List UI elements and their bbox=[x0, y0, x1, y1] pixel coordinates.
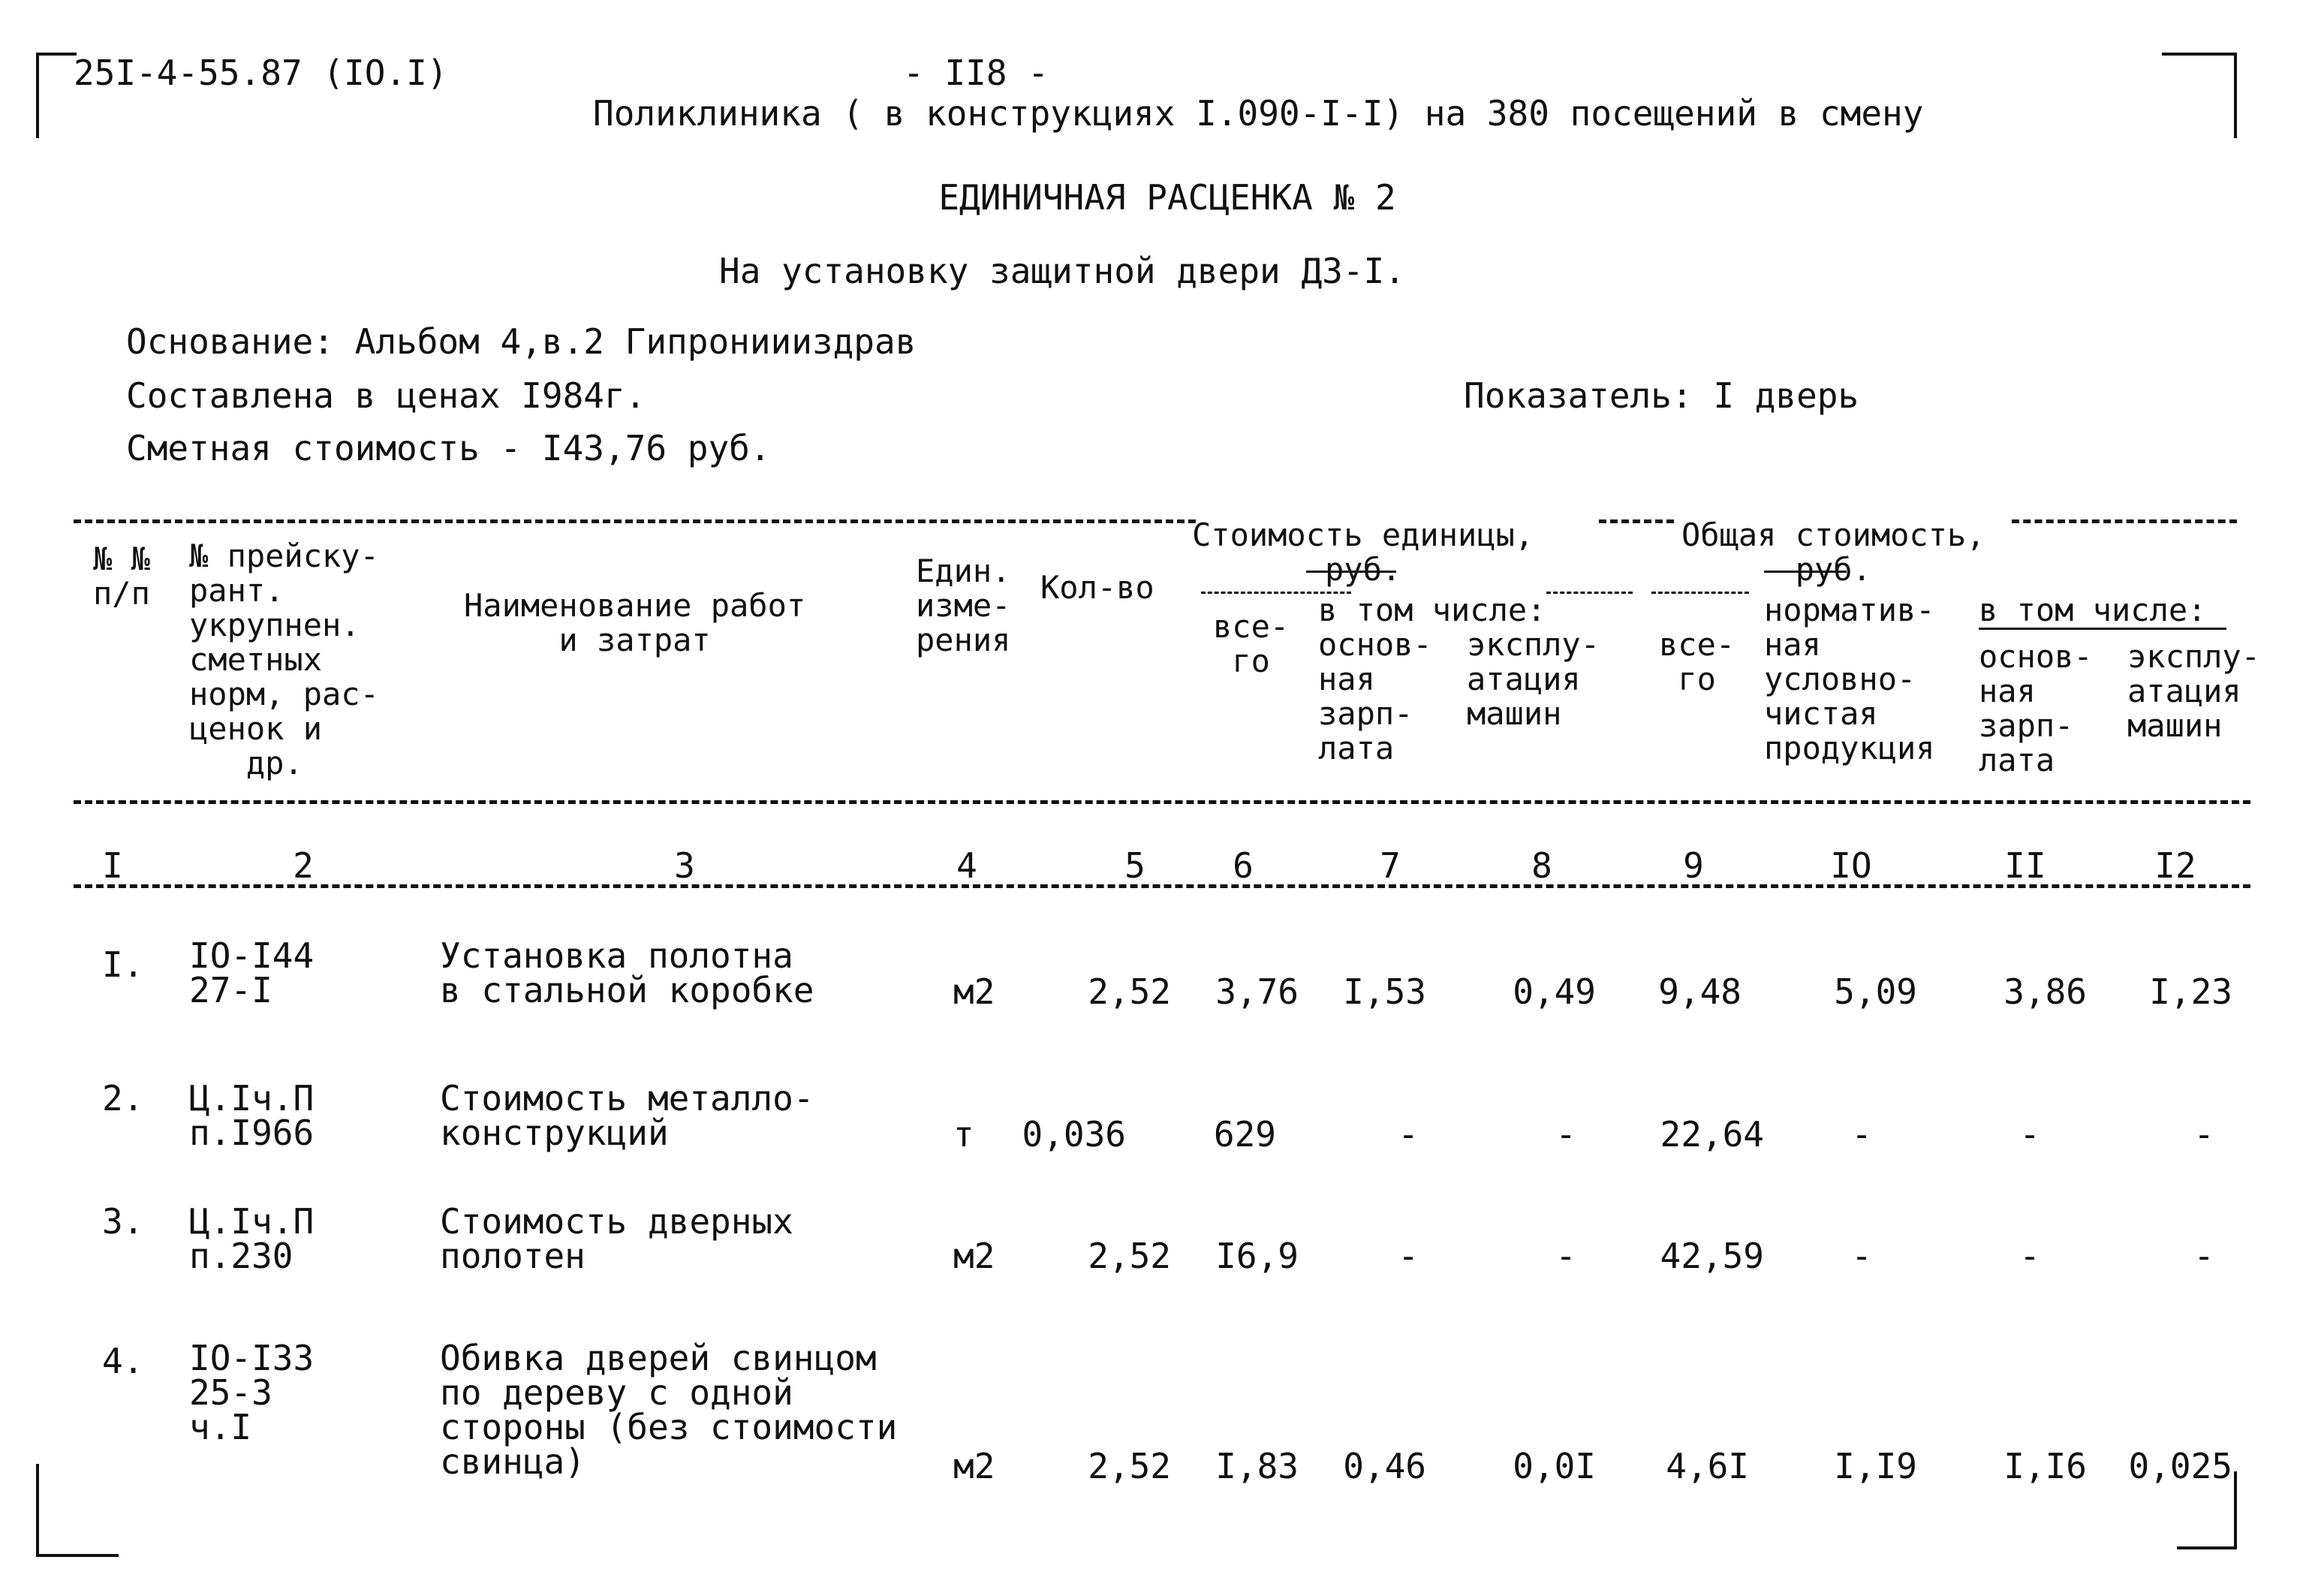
document-subheading: На установку защитной двери ДЗ-I. bbox=[719, 251, 1405, 291]
document-code: 25I-4-55.87 (IO.I) bbox=[74, 53, 448, 93]
row-unit: м2 bbox=[953, 1236, 995, 1276]
row-unit-machine: - bbox=[1555, 1236, 1576, 1276]
header-unit-machine: эксплу- атация машин bbox=[1467, 626, 1600, 732]
row-total: 4,6I bbox=[1666, 1446, 1749, 1486]
row-unit-wage: - bbox=[1398, 1236, 1419, 1276]
column-number: IO bbox=[1830, 845, 1872, 886]
row-total-machine: I,23 bbox=[2149, 971, 2232, 1012]
row-unit-machine: 0,0I bbox=[1513, 1446, 1596, 1486]
corner-mark-top-right bbox=[2162, 53, 2237, 138]
row-unit-total: 629 bbox=[1213, 1114, 1276, 1155]
header-work-name: Наименование работ и затрат bbox=[464, 587, 806, 658]
row-total-wage: - bbox=[2019, 1236, 2040, 1276]
row-number: 2. bbox=[102, 1078, 144, 1119]
page-number: - II8 - bbox=[903, 53, 1049, 93]
estimated-cost-line: Сметная стоимость - I43,76 руб. bbox=[126, 428, 771, 468]
row-total: 9,48 bbox=[1658, 971, 1742, 1012]
column-number: 8 bbox=[1531, 845, 1552, 886]
row-total-machine: 0,025 bbox=[2128, 1446, 2232, 1486]
header-row-number: № № п/п bbox=[93, 541, 150, 612]
column-numbers-rule bbox=[74, 884, 2250, 888]
column-number: 9 bbox=[1683, 845, 1704, 886]
column-number: 2 bbox=[293, 845, 314, 886]
corner-mark-bottom-left bbox=[36, 1464, 119, 1557]
header-total: все- го bbox=[1659, 626, 1736, 697]
row-total-net-product: I,I9 bbox=[1834, 1446, 1917, 1486]
table-top-rule-mid bbox=[1599, 519, 1674, 523]
row-work-name: Обивка дверей свинцом по дереву с одной стороны (без стоимости свинца) bbox=[440, 1338, 898, 1482]
row-total-wage: - bbox=[2019, 1114, 2040, 1155]
unit-cost-incl-rule bbox=[1546, 592, 1633, 594]
header-price-code: № прейску- рант. укрупнен. сметных норм, рас- ценок и др. bbox=[189, 538, 379, 781]
row-total-wage: 3,86 bbox=[2003, 971, 2087, 1012]
row-total-machine: - bbox=[2193, 1236, 2214, 1276]
header-unit-cost-group: Стоимость единицы, руб. bbox=[1192, 516, 1534, 588]
column-number: II bbox=[2004, 845, 2046, 886]
header-bottom-rule bbox=[74, 800, 2250, 804]
row-unit-machine: - bbox=[1555, 1114, 1576, 1155]
row-total-net-product: 5,09 bbox=[1834, 971, 1917, 1012]
header-quantity: Кол-во bbox=[1040, 569, 1155, 606]
row-quantity: 2,52 bbox=[1088, 971, 1171, 1012]
row-quantity: 2,52 bbox=[1088, 1446, 1171, 1486]
header-total-incl: в том числе: bbox=[1979, 592, 2207, 628]
header-unit: Един. изме- рения bbox=[916, 553, 1011, 658]
row-total-net-product: - bbox=[1851, 1114, 1872, 1155]
column-number: 3 bbox=[674, 845, 695, 886]
indicator-line: Показатель: I дверь bbox=[1464, 375, 1859, 416]
row-total-wage: I,I6 bbox=[2003, 1446, 2087, 1486]
row-unit-wage: - bbox=[1398, 1114, 1419, 1155]
column-number: I2 bbox=[2154, 845, 2196, 886]
row-work-name: Установка полотна в стальной коробке bbox=[440, 935, 814, 1010]
row-number: 3. bbox=[102, 1201, 144, 1242]
header-total-machine: эксплу- атация машин bbox=[2127, 638, 2261, 744]
row-number: I. bbox=[102, 944, 144, 985]
column-number: I bbox=[102, 845, 123, 886]
column-number: 7 bbox=[1380, 845, 1401, 886]
column-number: 5 bbox=[1124, 845, 1145, 886]
row-number: 4. bbox=[102, 1341, 144, 1381]
row-unit: м2 bbox=[953, 971, 995, 1012]
row-price-code: Ц.Iч.П п.I966 bbox=[189, 1078, 315, 1153]
prices-line: Составлена в ценах I984г. bbox=[126, 375, 646, 416]
row-unit-wage: 0,46 bbox=[1343, 1446, 1426, 1486]
corner-mark-top-left bbox=[36, 53, 77, 138]
header-total-net-product: норматив- ная условно- чистая продукция bbox=[1764, 592, 1935, 766]
table-top-rule bbox=[74, 519, 1196, 523]
table-top-rule-right bbox=[2012, 519, 2237, 523]
row-unit-machine: 0,49 bbox=[1513, 971, 1596, 1012]
row-price-code: Ц.Iч.П п.230 bbox=[189, 1201, 315, 1276]
row-unit-total: 3,76 bbox=[1215, 971, 1299, 1012]
header-total-cost-group: Общая стоимость, руб. bbox=[1681, 516, 1985, 588]
row-quantity: 0,036 bbox=[1022, 1114, 1126, 1155]
row-total-net-product: - bbox=[1851, 1236, 1872, 1276]
row-unit-wage: I,53 bbox=[1343, 971, 1426, 1012]
header-unit-wage: основ- ная зарп- лата bbox=[1318, 626, 1432, 766]
total-cost-group-rule bbox=[1651, 592, 1749, 594]
project-title: Поликлиника ( в конструкциях I.090-I-I) на 380 посещений в смену bbox=[593, 93, 1924, 134]
row-total: 42,59 bbox=[1660, 1236, 1764, 1276]
header-unit-total: все- го bbox=[1213, 608, 1290, 679]
document-heading: ЕДИНИЧНАЯ РАСЦЕНКА № 2 bbox=[938, 177, 1396, 218]
row-price-code: IO-I33 25-3 ч.I bbox=[189, 1338, 315, 1447]
row-work-name: Стоимость дверных полотен bbox=[440, 1201, 793, 1276]
row-unit-total: I6,9 bbox=[1215, 1236, 1299, 1276]
header-total-wage: основ- ная зарп- лата bbox=[1979, 638, 2093, 778]
row-unit: м2 bbox=[953, 1446, 995, 1486]
column-number: 6 bbox=[1233, 845, 1254, 886]
header-unit-cost-incl: в том числе: bbox=[1318, 592, 1546, 628]
column-number: 4 bbox=[956, 845, 977, 886]
row-unit-total: I,83 bbox=[1215, 1446, 1299, 1486]
row-work-name: Стоимость металло- конструкций bbox=[440, 1078, 814, 1153]
row-quantity: 2,52 bbox=[1088, 1236, 1171, 1276]
row-unit: т bbox=[953, 1114, 974, 1155]
basis-line: Основание: Альбом 4,в.2 Гипрониииздрав bbox=[126, 321, 917, 362]
row-total: 22,64 bbox=[1660, 1114, 1764, 1155]
row-total-machine: - bbox=[2193, 1114, 2214, 1155]
row-price-code: IO-I44 27-I bbox=[189, 935, 315, 1010]
